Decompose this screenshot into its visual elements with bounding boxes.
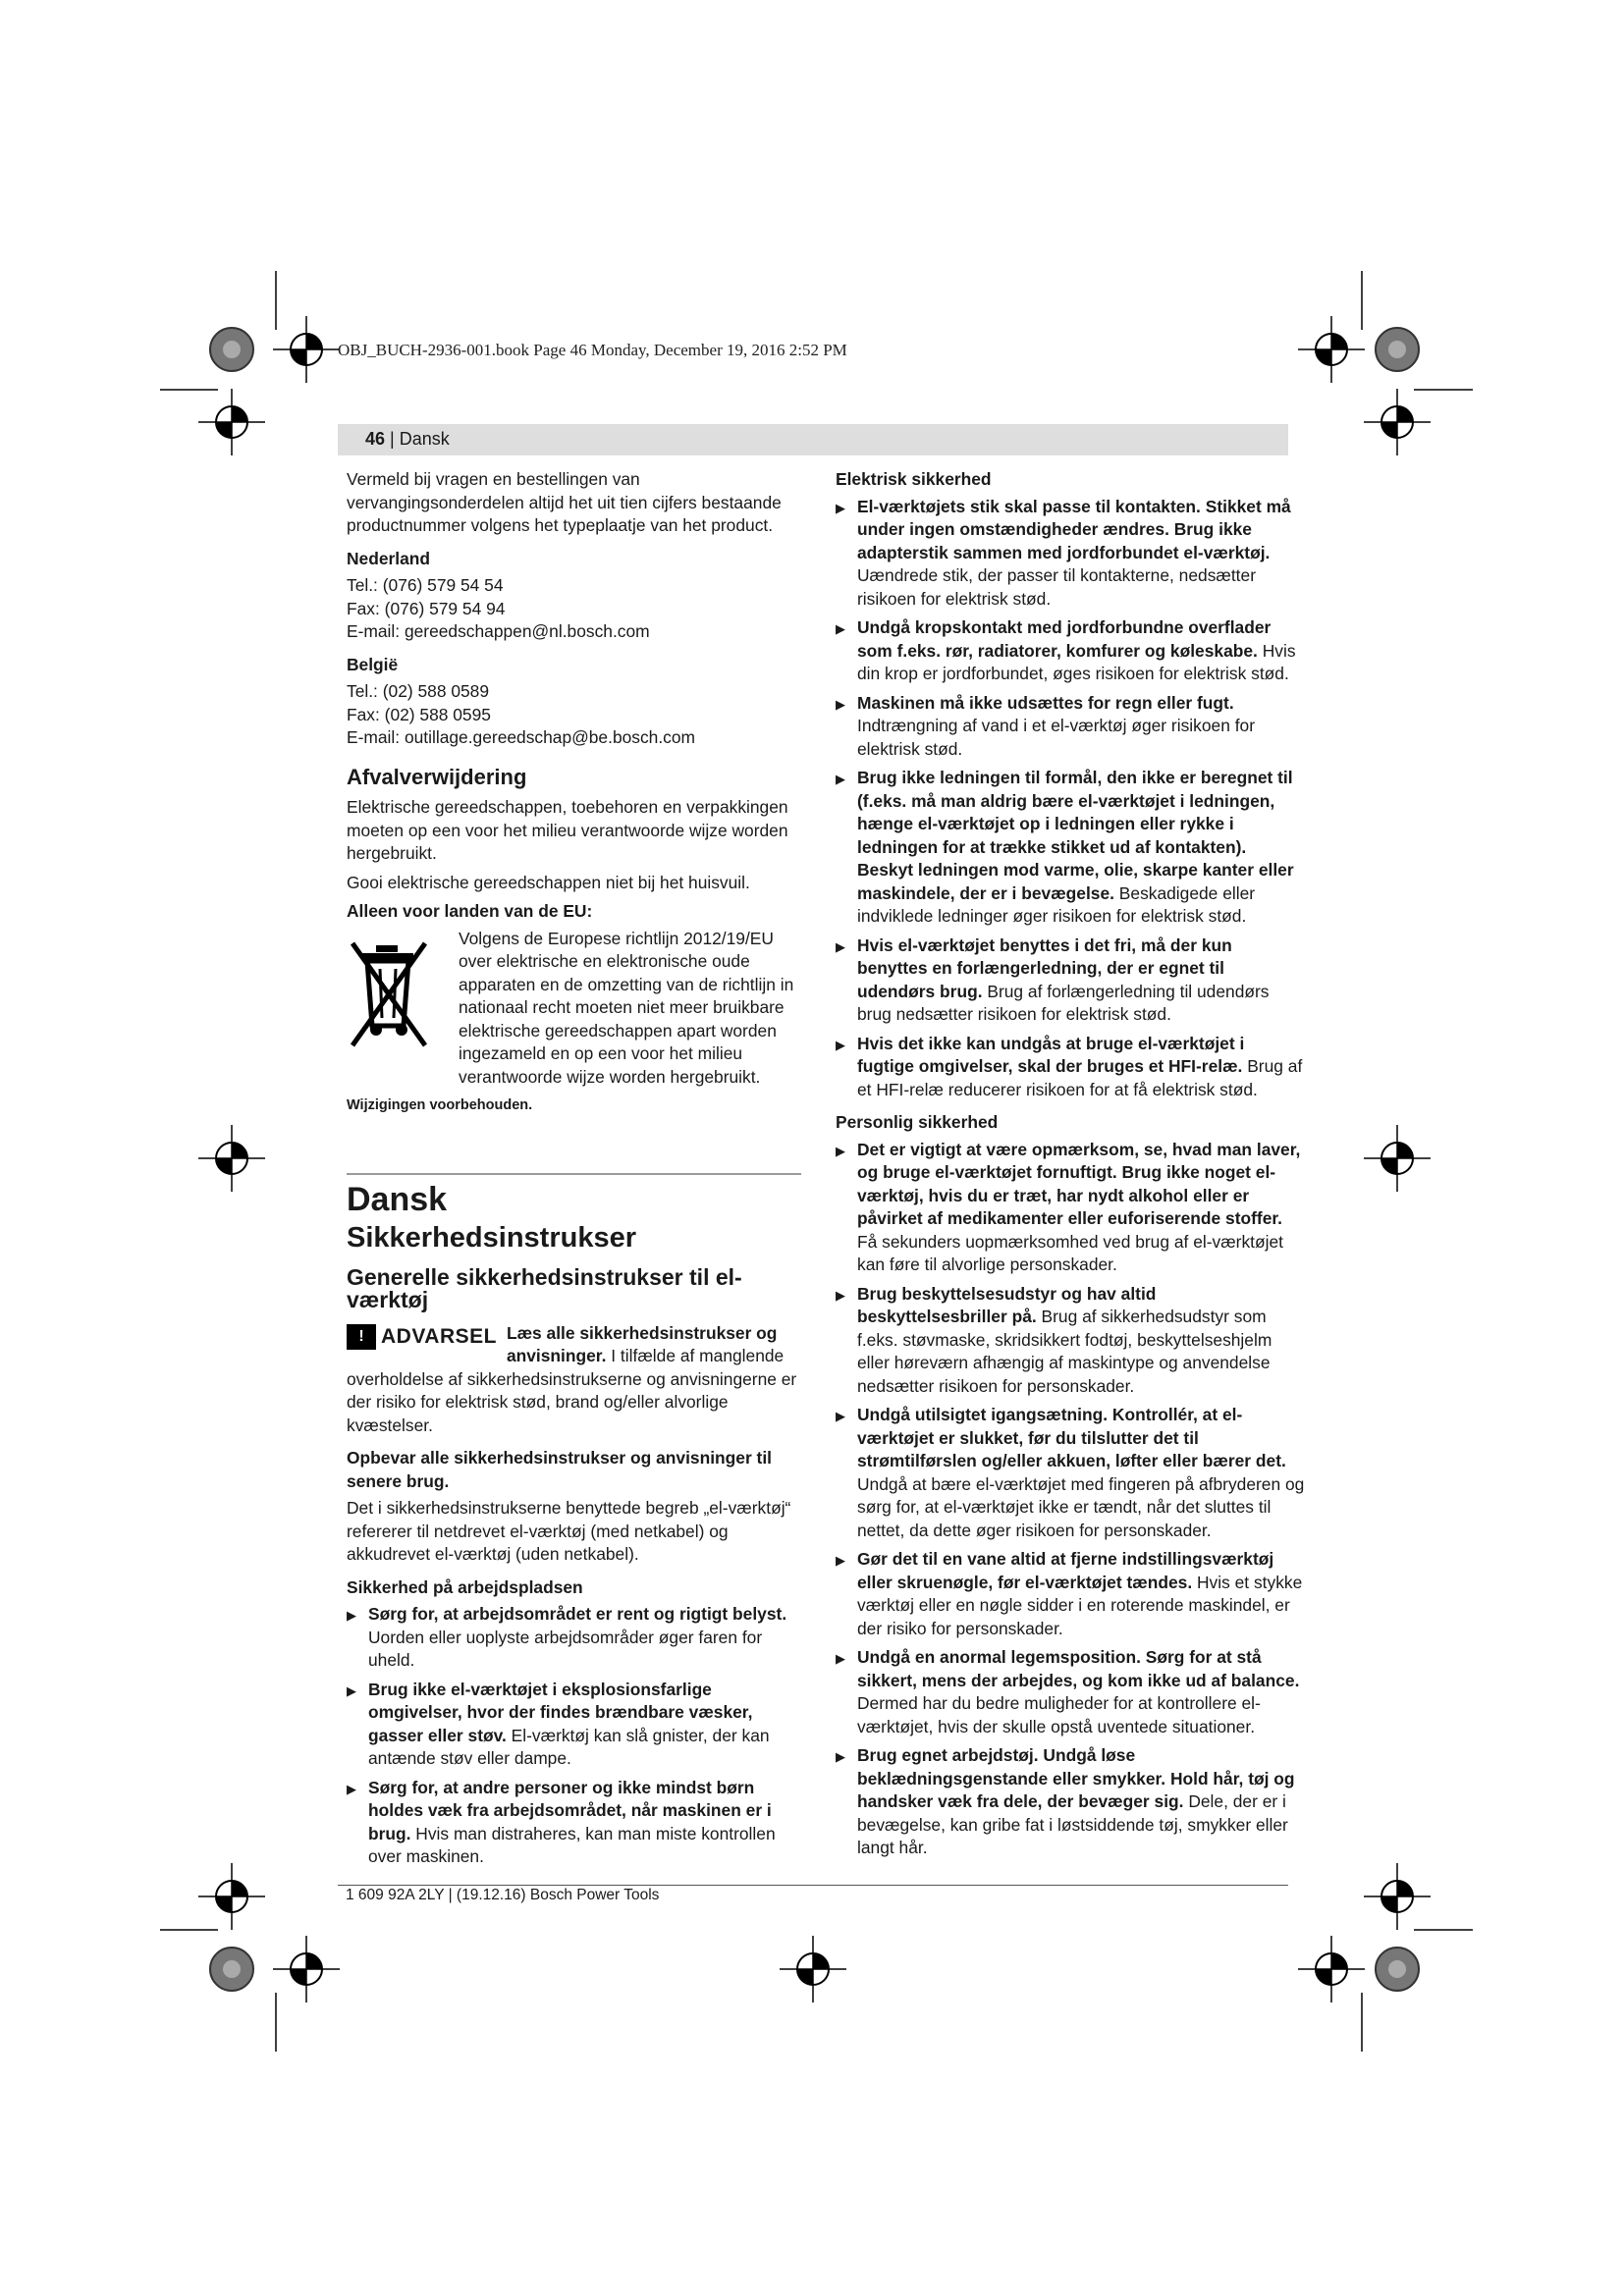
list-item xyxy=(347,1679,801,1771)
page-footer: 1 609 92A 2LY | (19.12.16) Bosch Power Tools xyxy=(346,1887,660,1903)
list-item-text: Beskadigede eller indviklede ledninger øger risikoen for elektrisk stød. xyxy=(857,882,1256,926)
be-fax: Fax: (02) 588 0595 xyxy=(347,704,491,724)
page-number: 46 xyxy=(365,429,386,449)
begreb-paragraph: Det i sikkerhedsinstrukserne benyttede begreb „el-værktøj“ refererer til netdrevet el-værktøj (med netkabel) og akkudrevet el-værktøj (uden netkabel). xyxy=(347,1498,791,1564)
right-column xyxy=(836,468,1305,1866)
list-item xyxy=(836,1139,1305,1277)
page-header xyxy=(365,429,450,450)
sikkerhed-title: Sikkerhedsinstrukser xyxy=(347,1222,636,1254)
list-item xyxy=(836,1548,1305,1640)
bullet-triangle-icon: ▶ xyxy=(836,500,845,515)
list-item-text: El-værktøj kan slå gnister, der kan antænde støv eller dampe. xyxy=(368,1725,770,1768)
bullet-triangle-icon: ▶ xyxy=(836,1143,845,1158)
list-item-text: Uorden eller uoplyste arbejdsområder øger faren for uheld. xyxy=(368,1627,763,1670)
list-item-text: Hvis et stykke værktøj eller en nøgle sidder i en roterende maskindel, er der risiko for personskader. xyxy=(857,1572,1303,1638)
list-item-text: Indtrængning af vand i et el-værktøj øger risikoen for elektrisk stød. xyxy=(857,716,1255,759)
bullet-triangle-icon: ▶ xyxy=(836,1749,845,1764)
warning-word: ADVARSEL xyxy=(381,1324,497,1348)
bullet-triangle-icon: ▶ xyxy=(836,696,845,712)
bullet-triangle-icon: ▶ xyxy=(836,938,845,954)
nl-fax: Fax: (076) 579 54 94 xyxy=(347,598,506,618)
afval-title: Afvalverwijdering xyxy=(347,764,527,789)
list-item-bold: Hvis det ikke kan undgås at bruge el-værktøjet i fugtige omgivelser, skal der bruges et HFI-relæ. xyxy=(857,1033,1245,1076)
section-divider xyxy=(347,1173,801,1175)
footer-rule xyxy=(338,1885,1288,1886)
list-item xyxy=(836,767,1305,929)
list-item-text: Få sekunders uopmærksomhed ved brug af el-værktøjet kan føre til alvorlige personskader. xyxy=(857,1231,1283,1274)
el-title: Elektrisk sikkerhed xyxy=(836,469,992,489)
bullet-triangle-icon: ▶ xyxy=(836,621,845,636)
be-tel: Tel.: (02) 588 0589 xyxy=(347,681,490,701)
dansk-title: Dansk xyxy=(347,1180,448,1218)
list-item xyxy=(347,1777,801,1869)
bullet-triangle-icon: ▶ xyxy=(836,1287,845,1303)
warning-icon-glyph: ! xyxy=(358,1327,364,1345)
list-item-bold: Sørg for, at arbejdsområdet er rent og rigtigt belyst. xyxy=(368,1604,787,1624)
weee-bin-icon xyxy=(347,939,445,1055)
bullet-triangle-icon: ▶ xyxy=(836,1037,845,1052)
list-item-bold: Brug beskyttelsesudstyr og hav altid beskyttelsesbriller på. xyxy=(857,1283,1157,1326)
list-item xyxy=(836,1744,1305,1860)
generelle-title: Generelle sikkerhedsinstrukser til el-værktøj xyxy=(347,1263,742,1312)
list-item-bold: Maskinen må ikke udsættes for regn eller fugt. xyxy=(857,692,1234,713)
bullet-triangle-icon: ▶ xyxy=(347,1682,356,1698)
bullet-triangle-icon: ▶ xyxy=(836,1553,845,1568)
list-item-text: Hvis din krop er jordforbundet, øges risikoen for elektrisk stød. xyxy=(857,640,1296,683)
page-header-bar xyxy=(338,424,1288,455)
warning-badge xyxy=(347,1324,497,1350)
eu-text: Volgens de Europese richtlijn 2012/19/EU over elektrische en elektronische oude apparaten en de omzetting van de richtlijn in nationaal recht moeten niet meer bruikbare elektrische gereedschappen apart worden ingezameld en op een voor het milieu verantwoorde wijze worden hergebruikt. xyxy=(459,928,794,1087)
nl-tel: Tel.: (076) 579 54 54 xyxy=(347,575,504,595)
opbevar-text: Opbevar alle sikkerhedsinstrukser og anvisninger til senere brug. xyxy=(347,1448,772,1491)
arbejd-title: Sikkerhed på arbejdspladsen xyxy=(347,1576,583,1597)
list-item-text: Brug af forlængerledning til udendørs brug nedsætter risikoen for elektrisk stød. xyxy=(857,981,1270,1024)
list-item xyxy=(836,1404,1305,1542)
list-item-bold: Brug ikke ledningen til formål, den ikke er beregnet til (f.eks. må man aldrig bære el-værktøjet i ledningen, hænge el-værktøjet op i ledningen eller rykke i ledningen for at trække stikket ud af kontakten). Beskyt ledningen mod varme, olie, skarpe kanter eller maskindele, der er i bevægelse. xyxy=(857,768,1294,903)
be-title: België xyxy=(347,654,399,674)
be-email: E-mail: outillage.gereedschap@be.bosch.com xyxy=(347,727,696,747)
bullet-triangle-icon: ▶ xyxy=(347,1781,356,1796)
bullet-triangle-icon: ▶ xyxy=(347,1608,356,1623)
list-item xyxy=(836,692,1305,762)
eu-title: Alleen voor landen van de EU: xyxy=(347,901,593,921)
nl-email: E-mail: gereedschappen@nl.bosch.com xyxy=(347,621,650,641)
list-item-bold: Sørg for, at andre personer og ikke mindst børn holdes væk fra arbejdsområdet, når maskinen er i brug. xyxy=(368,1777,772,1843)
list-item-text: Hvis man distraheres, kan man miste kontrollen over maskinen. xyxy=(368,1823,776,1866)
warning-bold: Læs alle sikkerhedsinstrukser og anvisninger. xyxy=(506,1322,778,1365)
pers-title: Personlig sikkerhed xyxy=(836,1112,999,1132)
left-column xyxy=(347,468,801,1875)
list-item-bold: Undgå utilsigtet igangsætning. Kontrollér, at el-værktøjet er slukket, før du tilslutter det til strømtilførslen og/eller akkuen, løfter eller bærer det. xyxy=(857,1405,1286,1470)
list-item xyxy=(347,1603,801,1673)
weee-block xyxy=(347,928,801,1090)
list-item-text: Dele, der er i bevægelse, kan gribe fat i løstsiddende tøj, smykker eller langt hår. xyxy=(857,1791,1288,1857)
list-item xyxy=(836,496,1305,612)
file-info: OBJ_BUCH-2936-001.book Page 46 Monday, December 19, 2016 2:52 PM xyxy=(338,341,847,359)
changes-notice: Wijzigingen voorbehouden. xyxy=(347,1097,533,1113)
intro-paragraph: Vermeld bij vragen en bestellingen van vervangingsonderdelen altijd het uit tien cijfers bestaande productnummer volgens het typeplaatje van het product. xyxy=(347,469,782,535)
list-item-text: Brug af sikkerhedsudstyr som f.eks. støvmaske, skridsikkert fodtøj, beskyttelseshjelm eller høreværn afhængig af maskintype og anvendelse nedsætter risikoen for personskader. xyxy=(857,1307,1272,1396)
list-item-bold: Det er vigtigt at være opmærksom, se, hvad man laver, og bruge el-værktøjet fornuftigt. Brug ikke noget el-værktøj, hvis du er træt, har nydt alkohol eller er påvirket af medikamenter eller euforiserende stoffer. xyxy=(857,1139,1301,1228)
list-item-text: Dermed har du bedre muligheder for at kontrollere el-værktøjet, hvis der skulle opstå uventede situationer. xyxy=(857,1693,1261,1736)
warning-block xyxy=(347,1322,801,1438)
warning-text: I tilfælde af manglende overholdelse af sikkerhedsinstrukserne og anvisningerne er der risiko for elektrisk stød, brand og/eller alvorlige kvæstelser. xyxy=(347,1346,797,1435)
list-item xyxy=(836,1033,1305,1102)
list-item-text: Brug af et HFI-relæ reducerer risikoen for at få elektrisk stød. xyxy=(857,1056,1303,1099)
warning-triangle-icon xyxy=(347,1324,376,1350)
list-item-bold: Gør det til en vane altid at fjerne indstillingsværktøj eller skruenøgle, før el-værktøjet tændes. xyxy=(857,1549,1274,1592)
list-item xyxy=(836,616,1305,686)
list-item-bold: Brug ikke el-værktøjet i eksplosionsfarlige omgivelser, hvor der findes brændbare væsker, gasser eller støv. xyxy=(368,1679,753,1745)
list-item-bold: Undgå en anormal legemsposition. Sørg for at stå sikkert, mens der arbejdes, og kom ikke ud af balance. xyxy=(857,1647,1300,1690)
list-item xyxy=(836,1283,1305,1399)
list-item-bold: Undgå kropskontakt med jordforbundne overflader som f.eks. rør, radiatorer, komfurer og køleskabe. xyxy=(857,617,1272,661)
list-item-text: Undgå at bære el-værktøjet med fingeren på afbryderen og sørg for, at el-værktøjet ikke er tændt, når det sluttes til nettet, da dette øger risikoen for personskader. xyxy=(857,1473,1305,1540)
bullet-triangle-icon: ▶ xyxy=(836,1651,845,1666)
list-item-bold: Brug egnet arbejdstøj. Undgå løse beklædningsgenstande eller smykker. Hold hår, tøj og handsker væk fra dele, der bevæger sig. xyxy=(857,1745,1295,1811)
list-item-text: Uændrede stik, der passer til kontakterne, nedsætter risikoen for elektrisk stød. xyxy=(857,565,1256,609)
nl-title: Nederland xyxy=(347,548,431,568)
bullet-triangle-icon: ▶ xyxy=(836,772,845,786)
bullet-triangle-icon: ▶ xyxy=(836,1409,845,1423)
list-item xyxy=(836,1646,1305,1738)
afval-paragraph-2: Gooi elektrische gereedschappen niet bij het huisvuil. xyxy=(347,872,750,892)
list-item-bold: Hvis el-værktøjet benyttes i det fri, må der kun benyttes en forlængerledning, der er egnet til udendørs brug. xyxy=(857,934,1232,1001)
afval-paragraph-1: Elektrische gereedschappen, toebehoren en verpakkingen moeten op een voor het milieu verantwoorde wijze worden hergebruikt. xyxy=(347,797,788,863)
header-section: Dansk xyxy=(399,429,450,449)
list-item-bold: El-værktøjets stik skal passe til kontakten. Stikket må under ingen omstændigheder ændres. Brug ikke adapterstik sammen med jordforbundet el-værktøj. xyxy=(857,496,1291,562)
list-item xyxy=(836,934,1305,1027)
header-separator: | xyxy=(385,429,400,449)
